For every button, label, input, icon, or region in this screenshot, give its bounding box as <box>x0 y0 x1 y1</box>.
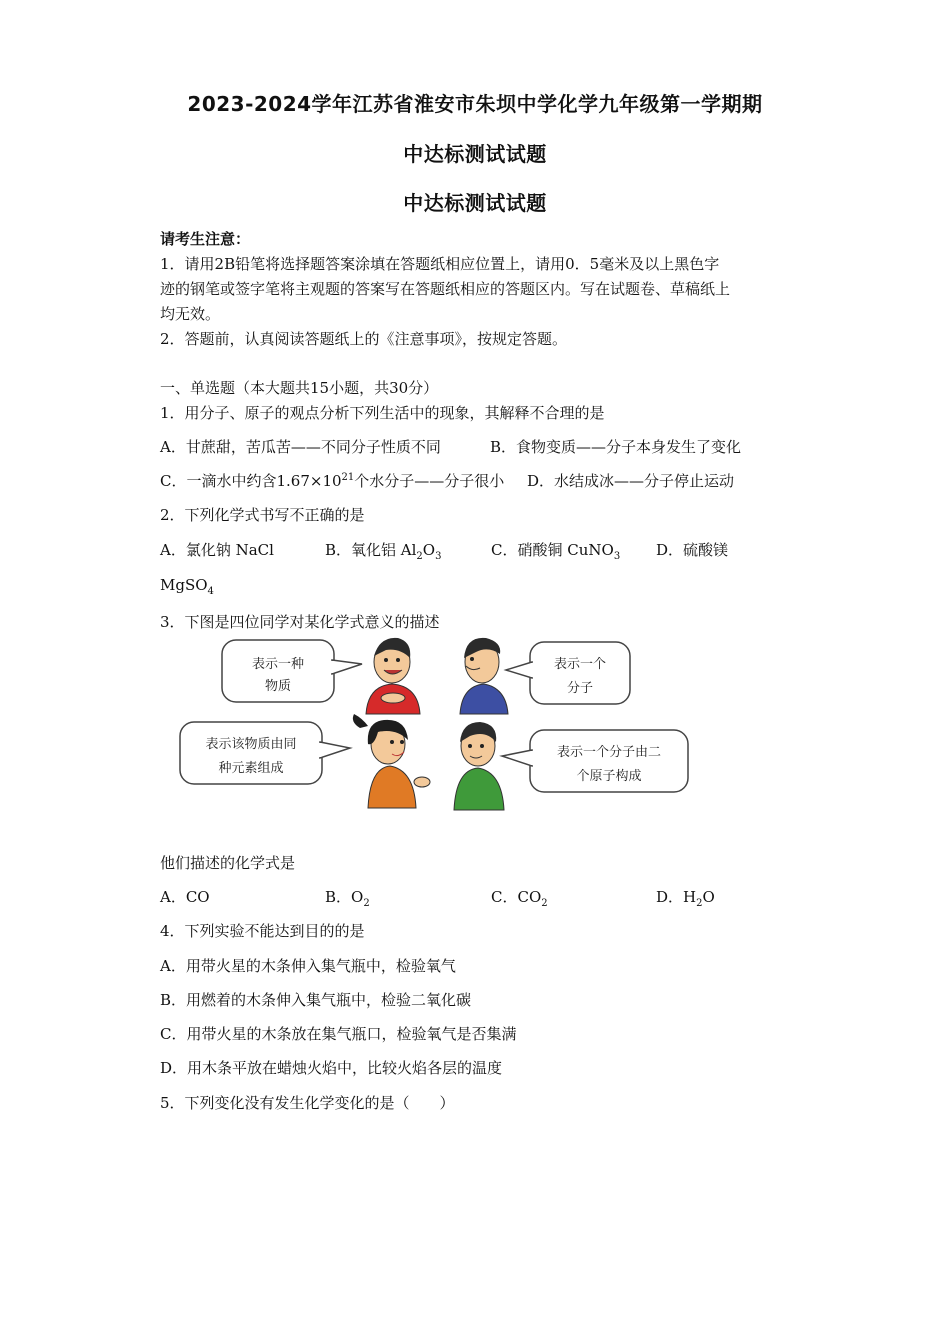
q2-option-a: A．氯化钠 NaCl <box>160 541 274 559</box>
student-boy-blue-shirt <box>460 638 508 714</box>
q3-option-b: B．$O_2$ <box>325 888 370 909</box>
title-line-3: 中达标测试试题 <box>403 191 547 215</box>
bubble-1-line-2: 物质 <box>264 679 292 694</box>
q2-option-b: B．氧化铝 $Al_2O_3$ <box>325 541 442 562</box>
q1-option-b: B．食物变质——分子本身发生了变化 <box>490 438 742 456</box>
speech-bubble-2 <box>506 642 630 704</box>
notice-item-1-line-3: 均无效。 <box>160 305 221 323</box>
speech-bubble-4 <box>502 730 688 792</box>
q4-option-b: B．用燃着的木条伸入集气瓶中，检验二氧化碳 <box>160 991 472 1009</box>
q5-stem: 5．下列变化没有发生化学变化的是（ ） <box>160 1094 455 1112</box>
q4-option-a: A．用带火星的木条伸入集气瓶中，检验氧气 <box>160 957 456 975</box>
q4-option-d: D．用木条平放在蜡烛火焰中，比较火焰各层的温度 <box>160 1059 503 1077</box>
student-girl-orange-shirt <box>353 714 430 808</box>
speech-bubble-3 <box>180 722 350 784</box>
q3-follow-up: 他们描述的化学式是 <box>160 854 296 872</box>
notice-item-1-line-1: 1．请用2B铅笔将选择题答案涂填在答题纸相应位置上，请用0．5毫米及以上黑色字 <box>160 255 720 273</box>
q2-stem: 2．下列化学式书写不正确的是 <box>160 506 365 524</box>
q3-figure <box>170 632 700 827</box>
q1-option-c: C．一滴水中约含$1.67\times 10^{21}$个水分子——分子很小 <box>160 472 505 490</box>
q4-option-c: C．用带火星的木条放在集气瓶口，检验氧气是否集满 <box>160 1025 517 1043</box>
q1-stem: 1．用分子、原子的观点分析下列生活中的现象，其解释不合理的是 <box>160 404 605 422</box>
q2-option-d: D．硫酸镁 <box>656 541 729 559</box>
q3-option-a: A．CO <box>160 888 210 906</box>
q3-option-c: C．$CO_2$ <box>491 888 548 909</box>
title-line-2: 中达标测试试题 <box>403 142 547 166</box>
notice-heading: 请考生注意： <box>160 230 251 248</box>
q4-stem: 4．下列实验不能达到目的的是 <box>160 922 365 940</box>
bubble-3-line-2: 种元素组成 <box>218 761 284 776</box>
section-heading: 一、单选题（本大题共15小题，共30分） <box>160 379 439 397</box>
bubble-1-line-1: 表示一种 <box>251 657 305 672</box>
bubble-3-line-1: 表示该物质由同 <box>205 737 297 752</box>
student-boy-red-shirt <box>366 638 420 714</box>
bubble-2-line-1: 表示一个 <box>553 657 607 672</box>
bubble-2-line-2: 分子 <box>566 681 594 696</box>
notice-item-2: 2．答题前，认真阅读答题纸上的《注意事项》，按规定答题。 <box>160 330 568 348</box>
q2-option-c: C．硝酸铜 CuNO$_3$ <box>491 541 621 562</box>
q2-option-d-continued: MgSO$_4$ <box>160 576 214 597</box>
speech-bubble-1 <box>222 640 362 702</box>
notice-item-1-line-2: 迹的钢笔或签字笔将主观题的答案写在答题纸相应的答题区内。写在试题卷、草稿纸上 <box>160 280 731 298</box>
q1-option-a: A．甘蔗甜，苦瓜苦——不同分子性质不同 <box>160 438 441 456</box>
student-boy-green-shirt <box>454 722 504 810</box>
bubble-4-line-1: 表示一个分子由二 <box>556 745 662 760</box>
title-line-1: 2023-2024学年江苏省淮安市朱坝中学化学九年级第一学期期 <box>187 92 763 116</box>
q3-stem: 3．下图是四位同学对某化学式意义的描述 <box>160 613 440 631</box>
q1-option-d: D．水结成冰——分子停止运动 <box>527 472 735 490</box>
q3-option-d: D．$H_2O$ <box>656 888 715 909</box>
bubble-4-line-2: 个原子构成 <box>576 769 642 784</box>
